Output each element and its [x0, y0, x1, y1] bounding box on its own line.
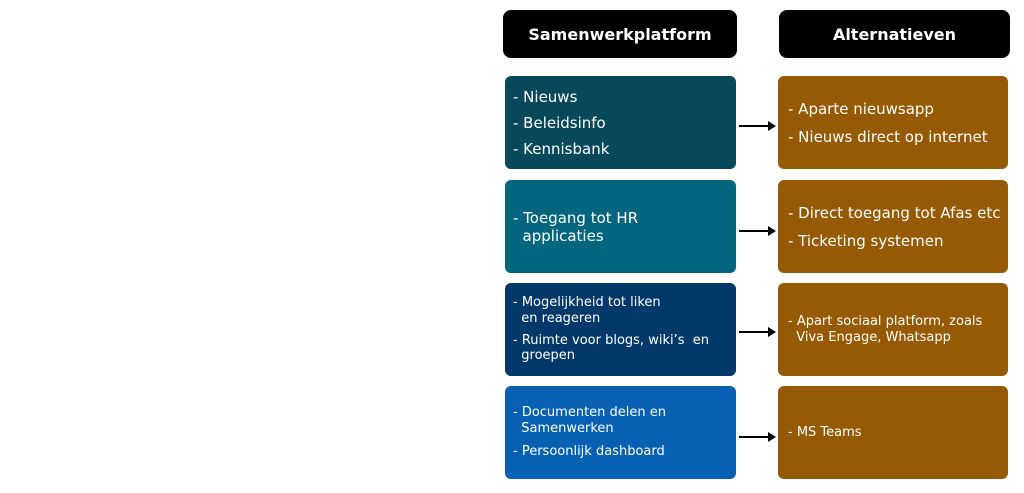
- alternative-box-news: [778, 76, 1008, 169]
- platform-item: - Persoonlijk dashboard: [513, 444, 665, 460]
- header-alternatieven: Alternatieven: [779, 10, 1010, 58]
- arrow-right-icon: [739, 125, 774, 127]
- alternative-item: - MS Teams: [788, 424, 862, 440]
- alternative-item: - Apart sociaal platform, zoals Viva Engage, Whatsapp: [788, 313, 983, 345]
- alternative-item: - Ticketing systemen: [788, 231, 944, 250]
- arrow-right-icon: [739, 230, 774, 232]
- platform-item: - Nieuws: [513, 87, 578, 106]
- platform-box-news: [505, 76, 736, 169]
- header-samenwerkplatform: Samenwerkplatform: [503, 10, 737, 58]
- alternative-box-documents: [778, 386, 1008, 479]
- alternative-item: - Aparte nieuwsapp: [788, 99, 934, 118]
- platform-item: - Mogelijkheid tot liken en reageren: [513, 295, 661, 326]
- alternative-item: - Direct toegang tot Afas etc: [788, 203, 1001, 222]
- platform-item: - Beleidsinfo: [513, 113, 606, 132]
- platform-box-social: [505, 283, 736, 376]
- arrow-right-icon: [739, 436, 774, 438]
- platform-item: - Kennisbank: [513, 139, 610, 158]
- platform-box-hr: [505, 180, 736, 273]
- platform-item: - Toegang tot HR applicaties: [513, 208, 639, 245]
- alternative-item: - Nieuws direct op internet: [788, 127, 988, 146]
- platform-item: - Ruimte voor blogs, wiki’s en groepen: [513, 332, 709, 364]
- arrow-right-icon: [739, 331, 774, 333]
- alternative-box-social: [778, 283, 1008, 376]
- platform-box-documents: [505, 386, 736, 479]
- alternative-box-hr: [778, 180, 1008, 273]
- platform-item: - Documenten delen en Samenwerken: [513, 405, 667, 436]
